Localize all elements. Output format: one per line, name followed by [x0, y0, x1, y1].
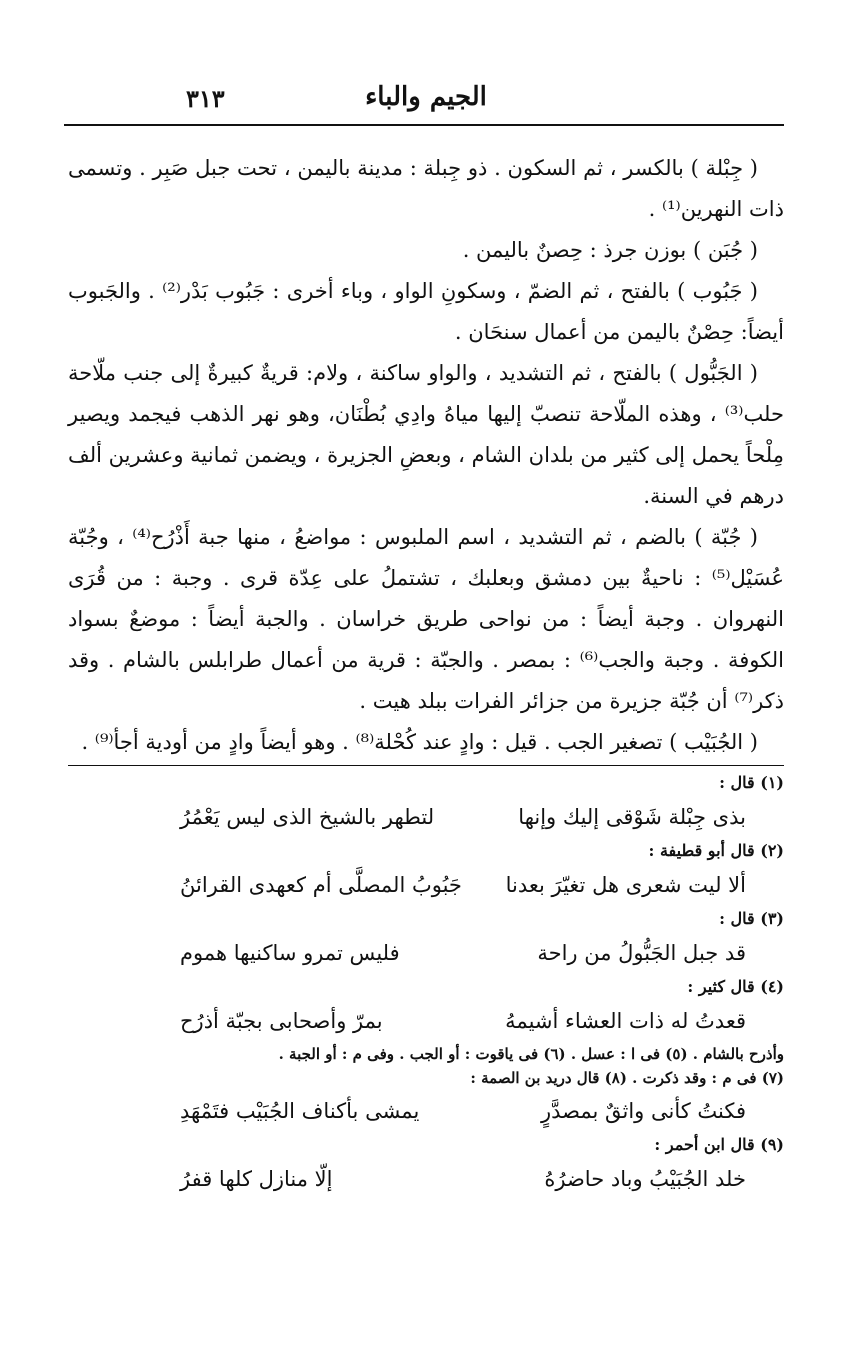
- verse-first-hemistich: فكنتُ كأنى واثقٌ بمصدَّرٍ: [540, 1099, 746, 1123]
- header-rule: [64, 124, 784, 126]
- main-text: [68, 148, 784, 763]
- verse-second-hemistich: جَبُوبُ المصلَّى أم كعهدى القرائنُ: [180, 873, 462, 897]
- verse: [68, 932, 784, 974]
- verse: [68, 1090, 784, 1132]
- verse-first-hemistich: قد جبل الجَبُّولُ من راحة: [537, 941, 746, 965]
- entry-jabub: ( جَبُوب ) بالفتح ، ثم الضمّ ، وسكونِ الواو ، وباء أخرى : جَبُوب بَدْر⁽²⁾ . والجَبوب أيضاً: حِصْنٌ باليمن من أعمال سنحَان .: [68, 279, 784, 344]
- verse: [68, 1000, 784, 1042]
- page-header: [68, 0, 784, 118]
- footnote-rule: [68, 765, 784, 766]
- footnote-line: وأذرح بالشام . (٥) فى ا : عسل . (٦) فى ياقوت : أو الجب . وفى م : أو الجبة .: [278, 1045, 784, 1063]
- verse: [68, 796, 784, 838]
- verse: [68, 864, 784, 906]
- footnote-line: (٧) فى م : وقد ذكرت . (٨) قال دريد بن الصمة :: [470, 1069, 784, 1087]
- verse-second-hemistich: إلّا منازل كلها قفرُ: [180, 1167, 333, 1191]
- verse-second-hemistich: يمشى بأكناف الجُبَيْب فتَمْهَدِ: [180, 1099, 420, 1123]
- footnote-head: (٩) قال ابن أحمر :: [654, 1135, 784, 1154]
- entry-jabbul: ( الجَبُّول ) بالفتح ، ثم التشديد ، والواو ساكنة ، ولام: قريةٌ كبيرةٌ إلى جنب ملّاحة حلب⁽³⁾ ، وهذه الملّاحة تنصبّ إليها مياهُ وادِي بُطْنَان، وهو نهر الذهب فيجمد ويصير مِلْحاً يحمل إلى كثير من بلدان الشام ، وبعضِ الجزيرة ، ويضمن ثمانية وعشرين ألف درهم في السنة.: [68, 361, 784, 508]
- footnote-head: (٤) قال كثير :: [687, 977, 784, 996]
- running-title: الجيم والباء: [365, 82, 487, 112]
- entry-jubba: ( جُبّة ) بالضم ، ثم التشديد ، اسم الملبوس : مواضعُ ، منها جبة أَذْرُح⁽⁴⁾ ، وجُبّة عُسَيْل⁽⁵⁾ : ناحيةٌ بين دمشق وبعلبك ، تشتملُ على عِدّة قرى . وجبة : من قُرَى النهروان . وجبة أيضاً : من نواحى طريق خراسان . والجبة أيضاً : موضعٌ بسواد الكوفة . وجبة والجب⁽⁶⁾ : بمصر . والجبّة : قرية من أعمال طرابلس بالشام . وقد ذكر⁽⁷⁾ أن جُبّة جزيرة من جزائر الفرات ببلد هيت .: [68, 525, 784, 713]
- entry-jibla: ( جِبْلة ) بالكسر ، ثم السكون . ذو جِبلة : مدينة باليمن ، تحت جبل صَبِر . وتسمى ذات النهرين⁽¹⁾ .: [68, 156, 784, 221]
- footnote-head: (١) قال :: [719, 773, 784, 792]
- verse-first-hemistich: قعدتُ له ذات العشاء أشيمهُ: [505, 1009, 746, 1033]
- verse-first-hemistich: ألا ليت شعرى هل تغيّرَ بعدنا: [505, 873, 746, 897]
- verse-first-hemistich: بذى جِبْلة شَوْقى إليك وإنها: [518, 805, 746, 829]
- page-number: ٣١٣: [186, 84, 225, 113]
- entry-jubayb: ( الجُبَيْب ) تصغير الجب . قيل : وادٍ عند كُحْلة⁽⁸⁾ . وهو أيضاً وادٍ من أودية أجأ⁽⁹⁾ .: [81, 730, 758, 754]
- verse-second-hemistich: فليس تمرو ساكنيها هموم: [180, 941, 400, 965]
- verse-first-hemistich: خلد الجُبَيْبُ وباد حاضرُهُ: [544, 1167, 746, 1191]
- verse-second-hemistich: بمرّ وأصحابى بجبّة أذرُح: [180, 1009, 383, 1033]
- footnotes: [68, 770, 784, 1200]
- footnote-head: (٣) قال :: [719, 909, 784, 928]
- footnote-head: (٢) قال أبو قطيفة :: [648, 841, 784, 860]
- entry-juban: ( جُبَن ) بوزن جرذ : حِصنٌ باليمن .: [462, 238, 758, 262]
- verse: [68, 1158, 784, 1200]
- verse-second-hemistich: لتطهر بالشيخ الذى ليس يَعْمُرُ: [180, 805, 435, 829]
